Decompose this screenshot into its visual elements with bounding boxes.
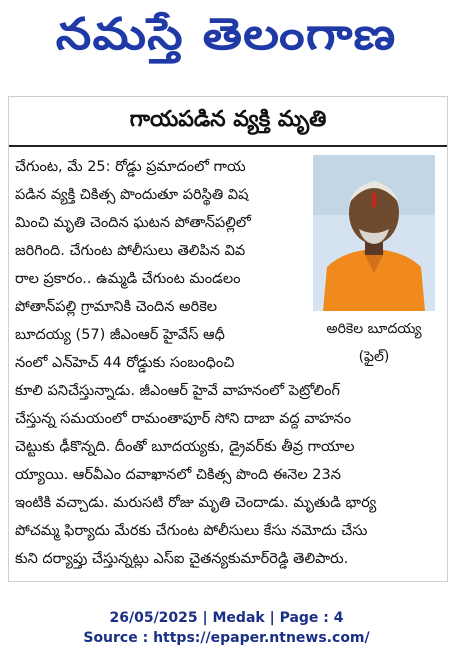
body-line: పోతాన్‌పల్లి గ్రామానికి చెందిన అరికెల [15,299,218,315]
body-line: ఇంటికి వచ్చాడు. మరుసటి రోజు మృతి చెందాడు. మృతుడి భార్య [15,495,377,511]
body-line: చెట్టుకు ఢీకొన్నది. దీంతో బూదయ్యకు, డ్రైవర్‌కు తీవ్ర గాయాల [15,439,355,455]
body-line: కుని దర్యాప్తు చేస్తున్నట్లు ఎస్ఐ చైతన్యకుమార్‌రెడ్డి తెలిపారు. [15,551,349,567]
body-line: చేగుంట, మే 25: రోడ్డు ప్రమాదంలో గాయ [15,159,246,175]
article-headline: గాయపడిన వ్యక్తి మృతి [129,107,327,132]
edition-info: 26/05/2025 | Medak | Page : 4 [109,610,344,626]
body-line: కూలి పనిచేస్తున్నాడు. జీఎంఆర్ హైవే వాహనంలో పెట్రోలింగ్ [15,383,340,399]
photo-caption-name: అరికెల బూదయ్య [326,321,422,337]
newspaper-title: నమస్తే తెలంగాణ [56,9,397,60]
masthead [0,4,453,76]
body-line: జరిగింది. చేగుంట పోలీసులు తెలిపిన వివ [15,243,246,259]
body-line: నంలో ఎన్‌హెచ్ 44 రోడ్డుకు సంబంధించి [15,355,235,371]
person-photo [313,155,435,311]
headline-divider [9,145,447,147]
photo-caption-tag: (ఫైల్) [358,349,390,365]
body-line: రాల ప్రకారం.. ఉమ్మడి చేగుంట మండలం [15,271,241,287]
source-link[interactable]: Source : https://epaper.ntnews.com/ [83,630,370,646]
body-line: మించి మృతి చెందిన ఘటన పోతాన్‌పల్లిలో [15,215,251,231]
article-clipping [8,96,448,582]
body-line: పడిన వ్యక్తి చికిత్స పొందుతూ పరిస్థితి విష [15,187,249,203]
body-line: య్యాయి. ఆర్‌వీఎం దవాఖానలో చికిత్స పొంది ఈనెల 23న [15,467,341,483]
body-line: పోచమ్మ ఫిర్యాదు మేరకు చేగుంట పోలీసులు కేసు నమోదు చేసు [15,523,368,539]
body-line: బూదయ్య (57) జీఎంఆర్ హైవేస్ ఆధీ [15,327,225,343]
body-line: చేస్తున్న సమయంలో రామంతాపూర్ సోని దాబా వద్ద వాహనం [15,411,352,427]
